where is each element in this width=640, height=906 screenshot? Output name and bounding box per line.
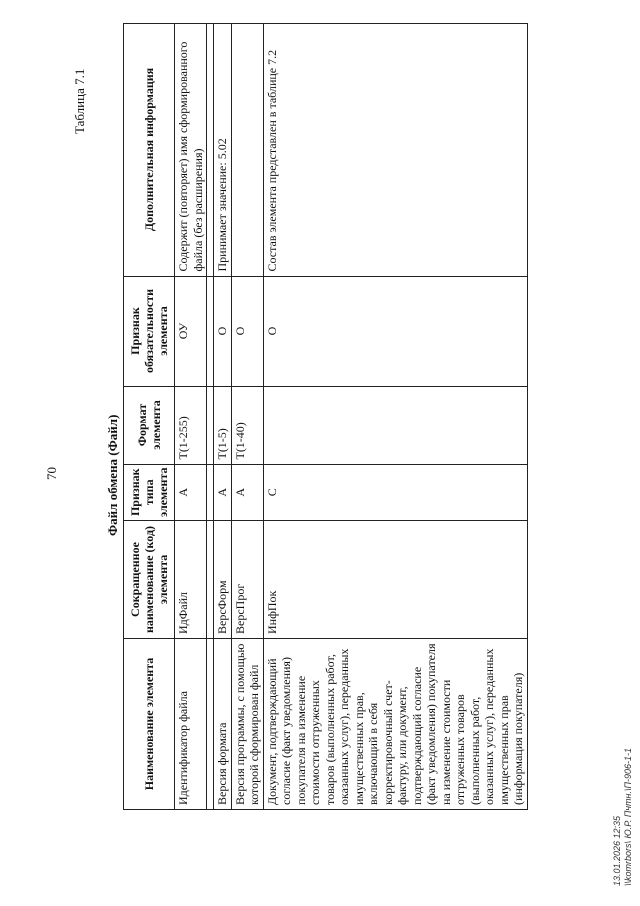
cell-name: Документ, подтверждающий согласие (факт уведомления) покупателя на изменение стоимости отгруженных товаров (выполненных работ, оказанных услуг), переданных имущественных прав, включающий в себя корректировочный счет-фактуру, или документ, подтверждающий согласие (факт уведомления) покупателя на изменение стоимости отгруженных товаров (выполненных работ, оказанных услуг), переданных имущественных прав (информация покупателя) [263,639,527,810]
column-header-info: Дополнительная информация [124,23,175,276]
cell-info: Состав элемента представлен в таблице 7.2 [263,23,527,276]
table-header-row [124,23,175,809]
cell-required: О [214,276,232,386]
column-header-name: Наименование элемента [124,639,175,810]
table-row [175,23,207,809]
cell-type: А [231,464,263,520]
cell-type: С [263,464,527,520]
cell-required: ОУ [175,276,207,386]
cell-code: ИнфПок [263,521,527,639]
cell-required: О [263,276,527,386]
cell-name: Версия формата [214,639,232,810]
cell-type: А [214,464,232,520]
column-header-required: Признак обязательности элемента [124,276,175,386]
cell-format: T(1-255) [175,386,207,464]
cell-format [263,386,527,464]
cell-info: Содержит (повторяет) имя сформированного файла (без расширения) [175,23,207,276]
cell-format: T(1-5) [214,386,232,464]
cell-code: ВерсПрог [231,521,263,639]
table-row [231,23,263,809]
print-stamp-path: \\komrbors\ Ю.Р. Пчтн.\П-906-1-1 [623,748,633,886]
cell-code: ИдФайл [175,521,207,639]
exchange-file-table [123,23,528,810]
print-stamp-date: 13.01.2026 12:35 [612,815,622,886]
cell-code: ВерсФорм [214,521,232,639]
page-number: 70 [44,467,59,480]
table-title: Файл обмена (Файл) [105,414,120,536]
cell-format: T(1-40) [231,386,263,464]
column-header-code: Сокращенное наименование (код) элемента [124,521,175,639]
cell-type: А [175,464,207,520]
print-stamp [612,748,634,886]
cell-name: Идентификатор файла [175,639,207,810]
cell-name: Версия программы, с помощью которой сформирован файл [231,639,263,810]
table-row-spacer [207,23,214,809]
column-header-type: Признак типа элемента [124,464,175,520]
table-caption: Таблица 7.1 [72,68,87,134]
cell-info: Принимает значение: 5.02 [214,23,232,276]
cell-info [231,23,263,276]
column-header-format: Формат элемента [124,386,175,464]
cell-required: О [231,276,263,386]
table-row [214,23,232,809]
table-row [263,23,527,809]
